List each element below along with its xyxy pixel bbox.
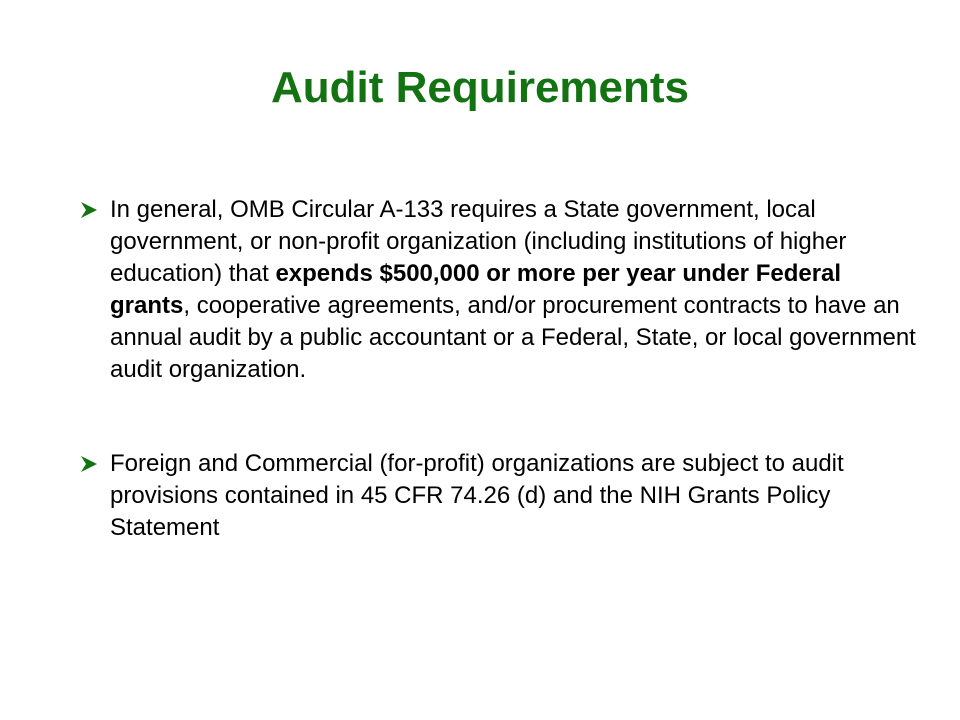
bullet-item bbox=[76, 448, 926, 544]
bullet-text-bold: expends $500,000 or more per year under Federal grants bbox=[110, 260, 842, 319]
bullet-text-regular: In general, OMB Circular A-133 requires a State government, local government, or non-profit organization (including institutions of higher education) that bbox=[110, 196, 847, 287]
arrow-bullet-icon bbox=[79, 454, 99, 474]
bullet-text: Foreign and Commercial (for-profit) organizations are subject to audit provisions contained in 45 CFR 74.26 (d) and the NIH Grants Policy Statement bbox=[110, 450, 844, 541]
bullet-text-regular: , cooperative agreements, and/or procurement contracts to have an annual audit by a public accountant or a Federal, State, or local government audit organization. bbox=[110, 292, 916, 383]
bullet-list bbox=[76, 194, 926, 544]
arrow-bullet-icon bbox=[79, 200, 99, 220]
slide-title: Audit Requirements bbox=[270, 63, 690, 112]
bullet-item bbox=[76, 194, 926, 386]
